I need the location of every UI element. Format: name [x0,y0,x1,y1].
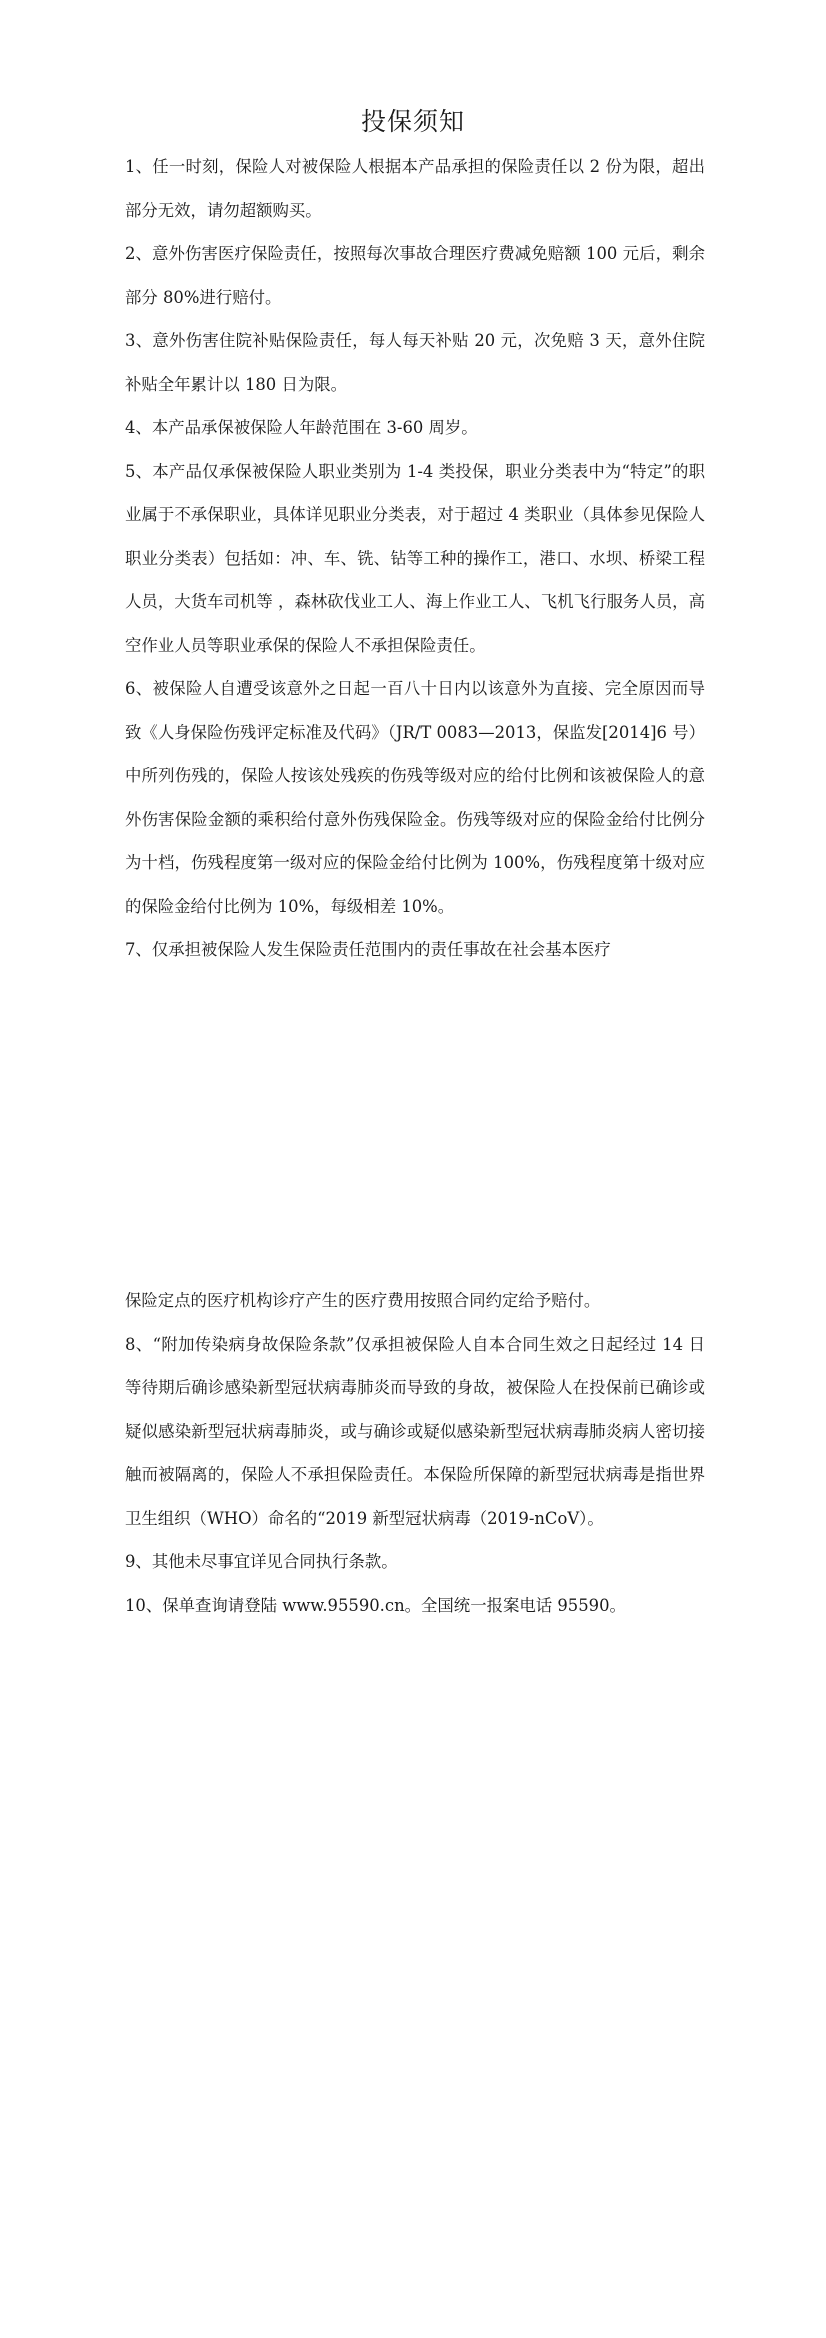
notice-item-4: 4、本产品承保被保险人年龄范围在 3-60 周岁。 [125,418,478,437]
notice-section-1 [125,145,705,972]
notice-item-9: 9、其他未尽事宜详见合同执行条款。 [125,1552,398,1571]
notice-item-1: 1、任一时刻，保险人对被保险人根据本产品承担的保险责任以 2 份为限，超出部分无效，请勿超额购买。 [125,157,705,220]
notice-item-5: 5、本产品仅承保被保险人职业类别为 1-4 类投保，职业分类表中为“特定”的职业属于不承保职业，具体详见职业分类表，对于超过 4 类职业（具体参见保险人职业分类表）包括如：冲、车、铣、钻等工种的操作工，港口、水坝、桥梁工程人员，大货车司机等 ，森林砍伐业工人、海上作业工人、飞机飞行服务人员，高空作业人员等职业承保的保险人不承担保险责任。 [125,461,705,655]
notice-item-3: 3、意外伤害住院补贴保险责任，每人每天补贴 20 元，次免赔 3 天，意外住院补贴全年累计以 180 日为限。 [125,331,705,394]
notice-item-8: 8、“附加传染病身故保险条款”仅承担被保险人自本合同生效之日起经过 14 日等待期后确诊感染新型冠状病毒肺炎而导致的身故，被保险人在投保前已确诊或疑似感染新型冠状病毒肺炎，或与确诊或疑似感染新型冠状病毒肺炎病人密切接触而被隔离的，保险人不承担保险责任。本保险所保障的新型冠状病毒是指世界卫生组织（WHO）命名的“2019 新型冠状病毒（2019-nCoV）。 [125,1334,705,1528]
notice-item-6: 6、被保险人自遭受该意外之日起一百八十日内以该意外为直接、完全原因而导致《人身保险伤残评定标准及代码》（JR/T 0083—2013，保监发[2014]6 号）中所列伤残的，保险人按该处残疾的伤残等级对应的给付比例和该被保险人的意外伤害保险金额的乘积给付意外伤残保险金。伤残等级对应的保险金给付比例分为十档，伤残程度第一级对应的保险金给付比例为 100%，伤残程度第十级对应的保险金给付比例为 10%，每级相差 10%。 [125,679,705,916]
page-title: 投保须知 [360,107,465,136]
notice-section-2 [125,1279,705,1627]
notice-item-7-continued: 保险定点的医疗机构诊疗产生的医疗费用按照合同约定给予赔付。 [125,1291,601,1310]
notice-item-2: 2、意外伤害医疗保险责任，按照每次事故合理医疗费减免赔额 100 元后，剩余部分 80%进行赔付。 [125,244,705,307]
notice-item-10: 10、保单查询请登陆 www.95590.cn。全国统一报案电话 95590。 [125,1595,626,1615]
notice-item-7: 7、仅承担被保险人发生保险责任范围内的责任事故在社会基本医疗 [125,940,611,959]
